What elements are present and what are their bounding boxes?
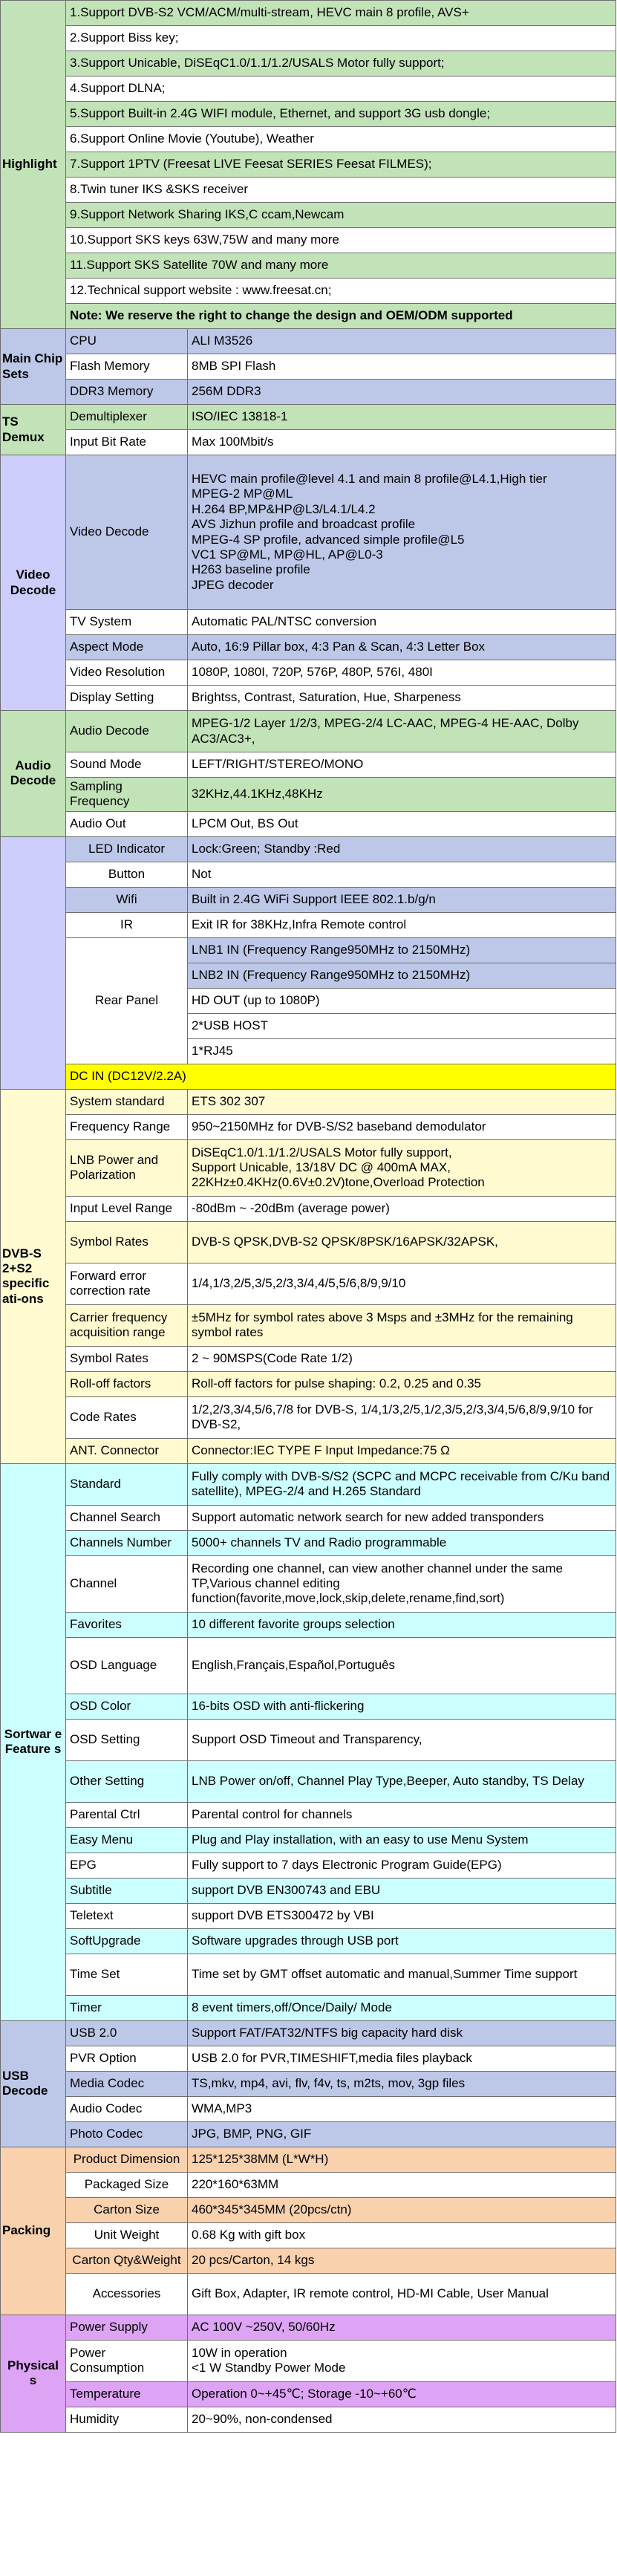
spec-row bbox=[1, 77, 616, 102]
spec-label: OSD Setting bbox=[66, 1719, 188, 1760]
spec-value: 1080P, 1080I, 720P, 576P, 480P, 576I, 480I bbox=[188, 660, 616, 686]
spec-row bbox=[1, 2121, 616, 2147]
highlight-item: Note: We reserve the right to change the design and OEM/ODM supported bbox=[66, 304, 616, 329]
spec-label: Media Codec bbox=[66, 2071, 188, 2096]
spec-row bbox=[1, 2273, 616, 2315]
spec-row bbox=[1, 2340, 616, 2381]
section-heading: Highlight bbox=[1, 1, 66, 329]
highlight-item: 6.Support Online Movie (Youtube), Weather bbox=[66, 127, 616, 152]
spec-label: Standard bbox=[66, 1463, 188, 1505]
spec-row bbox=[1, 380, 616, 405]
spec-row bbox=[1, 912, 616, 937]
spec-label: LNB Power and Polarization bbox=[66, 1139, 188, 1196]
spec-label: Channel bbox=[66, 1555, 188, 1612]
spec-label: Code Rates bbox=[66, 1396, 188, 1438]
spec-value: Not bbox=[188, 862, 616, 887]
spec-label: Symbol Rates bbox=[66, 1221, 188, 1263]
spec-row bbox=[1, 253, 616, 279]
spec-row bbox=[1, 51, 616, 77]
spec-value: Support automatic network search for new added transponders bbox=[188, 1505, 616, 1530]
highlight-item: 10.Support SKS keys 63W,75W and many more bbox=[66, 228, 616, 253]
spec-label: PVR Option bbox=[66, 2046, 188, 2071]
spec-row bbox=[1, 1903, 616, 1928]
spec-row bbox=[1, 887, 616, 912]
spec-row bbox=[1, 836, 616, 862]
spec-label: Timer bbox=[66, 1995, 188, 2020]
spec-label: LED Indicator bbox=[66, 836, 188, 862]
spec-row bbox=[1, 2381, 616, 2407]
spec-value: 125*125*38MM (L*W*H) bbox=[188, 2147, 616, 2172]
spec-label: Product Dimension bbox=[66, 2147, 188, 2172]
spec-label: Input Level Range bbox=[66, 1196, 188, 1221]
spec-label: Wifi bbox=[66, 887, 188, 912]
section-heading: Video Decode bbox=[1, 455, 66, 711]
spec-value: English,Français,Español,Português bbox=[188, 1637, 616, 1694]
spec-value: 2*USB HOST bbox=[188, 1013, 616, 1038]
spec-value: -80dBm ~ -20dBm (average power) bbox=[188, 1196, 616, 1221]
spec-row bbox=[1, 354, 616, 380]
spec-sheet-body bbox=[1, 1, 616, 2433]
spec-row bbox=[1, 1853, 616, 1878]
spec-value: Auto, 16:9 Pillar box, 4:3 Pan & Scan, 4:3 Letter Box bbox=[188, 635, 616, 660]
spec-label: CPU bbox=[66, 329, 188, 354]
spec-label: EPG bbox=[66, 1853, 188, 1878]
spec-value: 460*345*345MM (20pcs/ctn) bbox=[188, 2197, 616, 2222]
spec-value: Max 100Mbit/s bbox=[188, 430, 616, 455]
spec-row bbox=[1, 203, 616, 228]
highlight-item: 9.Support Network Sharing IKS,C ccam,Newcam bbox=[66, 203, 616, 228]
spec-label: DDR3 Memory bbox=[66, 380, 188, 405]
spec-value: Automatic PAL/NTSC conversion bbox=[188, 610, 616, 635]
spec-row bbox=[1, 711, 616, 752]
spec-row bbox=[1, 811, 616, 836]
spec-value: Software upgrades through USB port bbox=[188, 1928, 616, 1954]
spec-row bbox=[1, 152, 616, 178]
spec-row bbox=[1, 279, 616, 304]
spec-label: Audio Codec bbox=[66, 2096, 188, 2121]
spec-value: Recording one channel, can view another channel under the same TP,Various channel editing function(favorite,move,lock,skip,delete,rename,find,sort) bbox=[188, 1555, 616, 1612]
spec-value: Support OSD Timeout and Transparency, bbox=[188, 1719, 616, 1760]
spec-label: Symbol Rates bbox=[66, 1346, 188, 1371]
spec-row bbox=[1, 635, 616, 660]
spec-row bbox=[1, 1064, 616, 1089]
highlight-item: 1.Support DVB-S2 VCM/ACM/multi-stream, HEVC main 8 profile, AVS+ bbox=[66, 1, 616, 26]
spec-row bbox=[1, 1954, 616, 1995]
spec-value: LNB2 IN (Frequency Range950MHz to 2150MHz) bbox=[188, 963, 616, 988]
spec-value: DiSEqC1.0/1.1/1.2/USALS Motor fully support, Support Unicable, 13/18V DC @ 400mA MAX, 22KHz±0.4KHz(0.6V±0.2V)tone,Overload Protection bbox=[188, 1139, 616, 1196]
spec-label: Power Consumption bbox=[66, 2340, 188, 2381]
spec-label: Teletext bbox=[66, 1903, 188, 1928]
spec-row bbox=[1, 1396, 616, 1438]
spec-row bbox=[1, 937, 616, 963]
spec-value: Roll-off factors for pulse shaping: 0.2, 0.25 and 0.35 bbox=[188, 1371, 616, 1396]
spec-label: Parental Ctrl bbox=[66, 1802, 188, 1827]
highlight-item: 5.Support Built-in 2.4G WIFI module, Ethernet, and support 3G usb dongle; bbox=[66, 102, 616, 127]
spec-row bbox=[1, 1346, 616, 1371]
spec-label: System standard bbox=[66, 1089, 188, 1114]
spec-value: Brightss, Contrast, Saturation, Hue, Sharpeness bbox=[188, 686, 616, 711]
spec-row bbox=[1, 752, 616, 778]
section-heading: Main Chip Sets bbox=[1, 329, 66, 405]
spec-label: Carton Qty&Weight bbox=[66, 2248, 188, 2273]
spec-row bbox=[1, 1263, 616, 1304]
spec-row bbox=[1, 1555, 616, 1612]
spec-row bbox=[1, 1505, 616, 1530]
spec-value: ±5MHz for symbol rates above 3 Msps and ±3MHz for the remaining symbol rates bbox=[188, 1304, 616, 1346]
spec-label: Time Set bbox=[66, 1954, 188, 1995]
spec-row bbox=[1, 455, 616, 610]
spec-label: Channels Number bbox=[66, 1530, 188, 1555]
spec-value: 256M DDR3 bbox=[188, 380, 616, 405]
spec-row bbox=[1, 778, 616, 812]
spec-value: AC 100V ~250V, 50/60Hz bbox=[188, 2315, 616, 2340]
spec-row bbox=[1, 430, 616, 455]
spec-value: ISO/IEC 13818-1 bbox=[188, 405, 616, 430]
spec-row bbox=[1, 1221, 616, 1263]
spec-label: Humidity bbox=[66, 2407, 188, 2432]
spec-label: Sampling Frequency bbox=[66, 778, 188, 812]
spec-row bbox=[1, 1139, 616, 1196]
spec-label: Button bbox=[66, 862, 188, 887]
spec-row bbox=[1, 26, 616, 51]
spec-value: Lock:Green; Standby :Red bbox=[188, 836, 616, 862]
spec-label: Flash Memory bbox=[66, 354, 188, 380]
spec-row bbox=[1, 1928, 616, 1954]
spec-row bbox=[1, 1089, 616, 1114]
spec-value: Fully comply with DVB-S/S2 (SCPC and MCPC receivable from C/Ku band satellite), MPEG-2/4 and H.265 Standard bbox=[188, 1463, 616, 1505]
spec-label: Carrier frequency acquisition range bbox=[66, 1304, 188, 1346]
spec-value: TS,mkv, mp4, avi, flv, f4v, ts, m2ts, mov, 3gp files bbox=[188, 2071, 616, 2096]
highlight-item: 3.Support Unicable, DiSEqC1.0/1.1/1.2/USALS Motor fully support; bbox=[66, 51, 616, 77]
spec-label: Video Decode bbox=[66, 455, 188, 610]
spec-value: USB 2.0 for PVR,TIMESHIFT,media files playback bbox=[188, 2046, 616, 2071]
spec-row bbox=[1, 1637, 616, 1694]
spec-row bbox=[1, 2315, 616, 2340]
spec-row bbox=[1, 2197, 616, 2222]
spec-label: Subtitle bbox=[66, 1878, 188, 1903]
spec-value: HEVC main profile@level 4.1 and main 8 profile@L4.1,High tier MPEG-2 MP@ML H.264 BP,MP&HP@L3/L4.1/L4.2 AVS Jizhun profile and broadcast profile MPEG-4 SP profile, advanced simple profile@L5 VC1 SP@ML, MP@HL, AP@L0-3 H263 baseline profile JPEG decoder bbox=[188, 455, 616, 610]
spec-value: support DVB ETS300472 by VBI bbox=[188, 1903, 616, 1928]
spec-row bbox=[1, 1694, 616, 1719]
spec-label: Temperature bbox=[66, 2381, 188, 2407]
spec-label: Unit Weight bbox=[66, 2222, 188, 2248]
spec-value: 2 ~ 90MSPS(Code Rate 1/2) bbox=[188, 1346, 616, 1371]
spec-value: 16-bits OSD with anti-flickering bbox=[188, 1694, 616, 1719]
spec-row bbox=[1, 304, 616, 329]
spec-row bbox=[1, 660, 616, 686]
spec-row bbox=[1, 1995, 616, 2020]
spec-row bbox=[1, 1, 616, 26]
spec-row bbox=[1, 2407, 616, 2432]
spec-label: OSD Language bbox=[66, 1637, 188, 1694]
spec-value: 5000+ channels TV and Radio programmable bbox=[188, 1530, 616, 1555]
spec-label: Sound Mode bbox=[66, 752, 188, 778]
spec-label: SoftUpgrade bbox=[66, 1928, 188, 1954]
spec-value: Fully support to 7 days Electronic Program Guide(EPG) bbox=[188, 1853, 616, 1878]
spec-value: Parental control for channels bbox=[188, 1802, 616, 1827]
spec-label: Forward error correction rate bbox=[66, 1263, 188, 1304]
section-heading: USB Decode bbox=[1, 2020, 66, 2147]
highlight-item: 11.Support SKS Satellite 70W and many more bbox=[66, 253, 616, 279]
spec-value: LPCM Out, BS Out bbox=[188, 811, 616, 836]
section-heading: TS Demux bbox=[1, 405, 66, 455]
highlight-item: 12.Technical support website : www.freesat.cn; bbox=[66, 279, 616, 304]
spec-value: support DVB EN300743 and EBU bbox=[188, 1878, 616, 1903]
spec-value: 10W in operation <1 W Standby Power Mode bbox=[188, 2340, 616, 2381]
spec-value: Support FAT/FAT32/NTFS big capacity hard disk bbox=[188, 2020, 616, 2046]
section-heading: Sortwar e Feature s bbox=[1, 1463, 66, 2020]
section-heading: Physical s bbox=[1, 2315, 66, 2432]
spec-value: Built in 2.4G WiFi Support IEEE 802.1.b/g/n bbox=[188, 887, 616, 912]
spec-row bbox=[1, 1827, 616, 1853]
highlight-item: 2.Support Biss key; bbox=[66, 26, 616, 51]
spec-row bbox=[1, 2147, 616, 2172]
section-heading: Audio Decode bbox=[1, 711, 66, 837]
spec-value: Plug and Play installation, with an easy to use Menu System bbox=[188, 1827, 616, 1853]
spec-row bbox=[1, 1304, 616, 1346]
spec-row bbox=[1, 329, 616, 354]
spec-value: 20 pcs/Carton, 14 kgs bbox=[188, 2248, 616, 2273]
spec-row bbox=[1, 1114, 616, 1139]
spec-value: JPG, BMP, PNG, GIF bbox=[188, 2121, 616, 2147]
spec-value: 8 event timers,off/Once/Daily/ Mode bbox=[188, 1995, 616, 2020]
spec-row bbox=[1, 1371, 616, 1396]
spec-value: ETS 302 307 bbox=[188, 1089, 616, 1114]
spec-row bbox=[1, 1438, 616, 1463]
spec-value: Operation 0~+45℃; Storage -10~+60℃ bbox=[188, 2381, 616, 2407]
spec-row bbox=[1, 178, 616, 203]
spec-row bbox=[1, 1196, 616, 1221]
spec-value: 10 different favorite groups selection bbox=[188, 1612, 616, 1637]
spec-label: Photo Codec bbox=[66, 2121, 188, 2147]
spec-row bbox=[1, 862, 616, 887]
spec-value: LEFT/RIGHT/STEREO/MONO bbox=[188, 752, 616, 778]
spec-value: Gift Box, Adapter, IR remote control, HD-MI Cable, User Manual bbox=[188, 2273, 616, 2315]
spec-value: 1/2,2/3,3/4,5/6,7/8 for DVB-S, 1/4,1/3,2/5,1/2,3/5,2/3,3/4,5/6,8/9,9/10 for DVB-S2, bbox=[188, 1396, 616, 1438]
spec-row bbox=[1, 1760, 616, 1802]
spec-row bbox=[1, 102, 616, 127]
spec-label: ANT. Connector bbox=[66, 1438, 188, 1463]
spec-row bbox=[1, 1719, 616, 1760]
spec-row bbox=[1, 1612, 616, 1637]
spec-row bbox=[1, 2071, 616, 2096]
spec-label: IR bbox=[66, 912, 188, 937]
spec-value: Time set by GMT offset automatic and manual,Summer Time support bbox=[188, 1954, 616, 1995]
spec-value: Exit IR for 38KHz,Infra Remote control bbox=[188, 912, 616, 937]
spec-value: ALI M3526 bbox=[188, 329, 616, 354]
spec-label: Demultiplexer bbox=[66, 405, 188, 430]
spec-value: 0.68 Kg with gift box bbox=[188, 2222, 616, 2248]
spec-value: Connector:IEC TYPE F Input Impedance:75 Ω bbox=[188, 1438, 616, 1463]
spec-value: 220*160*63MM bbox=[188, 2172, 616, 2197]
spec-row bbox=[1, 2096, 616, 2121]
spec-row bbox=[1, 2248, 616, 2273]
section-heading bbox=[1, 836, 66, 1089]
spec-label: Frequency Range bbox=[66, 1114, 188, 1139]
spec-row bbox=[1, 1802, 616, 1827]
spec-label: Display Setting bbox=[66, 686, 188, 711]
spec-label: Other Setting bbox=[66, 1760, 188, 1802]
spec-label: Packaged Size bbox=[66, 2172, 188, 2197]
spec-value: 20~90%, non-condensed bbox=[188, 2407, 616, 2432]
spec-label: Channel Search bbox=[66, 1505, 188, 1530]
spec-value: WMA,MP3 bbox=[188, 2096, 616, 2121]
spec-value: 950~2150MHz for DVB-S/S2 baseband demodulator bbox=[188, 1114, 616, 1139]
spec-label: USB 2.0 bbox=[66, 2020, 188, 2046]
highlight-item: 7.Support 1PTV (Freesat LIVE Feesat SERIES Feesat FILMES); bbox=[66, 152, 616, 178]
spec-row bbox=[1, 2046, 616, 2071]
spec-row bbox=[1, 610, 616, 635]
spec-value: LNB Power on/off, Channel Play Type,Beeper, Auto standby, TS Delay bbox=[188, 1760, 616, 1802]
spec-label: TV System bbox=[66, 610, 188, 635]
spec-value: 1*RJ45 bbox=[188, 1038, 616, 1064]
spec-label: Audio Out bbox=[66, 811, 188, 836]
spec-label: Aspect Mode bbox=[66, 635, 188, 660]
spec-label: Video Resolution bbox=[66, 660, 188, 686]
spec-label: Easy Menu bbox=[66, 1827, 188, 1853]
spec-row bbox=[1, 405, 616, 430]
spec-row bbox=[1, 2172, 616, 2197]
spec-label: Favorites bbox=[66, 1612, 188, 1637]
spec-value: LNB1 IN (Frequency Range950MHz to 2150MHz) bbox=[188, 937, 616, 963]
spec-label: OSD Color bbox=[66, 1694, 188, 1719]
spec-label: Power Supply bbox=[66, 2315, 188, 2340]
spec-row bbox=[1, 1463, 616, 1505]
section-heading: DVB-S 2+S2 specific ati-ons bbox=[1, 1089, 66, 1463]
section-heading: Packing bbox=[1, 2147, 66, 2315]
spec-label: Roll-off factors bbox=[66, 1371, 188, 1396]
spec-value: DVB-S QPSK,DVB-S2 QPSK/8PSK/16APSK/32APSK, bbox=[188, 1221, 616, 1263]
highlight-item: DC IN (DC12V/2.2A) bbox=[66, 1064, 616, 1089]
spec-value: 1/4,1/3,2/5,3/5,2/3,3/4,4/5,5/6,8/9,9/10 bbox=[188, 1263, 616, 1304]
spec-label: Input Bit Rate bbox=[66, 430, 188, 455]
highlight-item: 4.Support DLNA; bbox=[66, 77, 616, 102]
spec-value: MPEG-1/2 Layer 1/2/3, MPEG-2/4 LC-AAC, MPEG-4 HE-AAC, Dolby AC3/AC3+, bbox=[188, 711, 616, 752]
spec-value: 32KHz,44.1KHz,48KHz bbox=[188, 778, 616, 812]
spec-value: HD OUT (up to 1080P) bbox=[188, 988, 616, 1013]
spec-label: Audio Decode bbox=[66, 711, 188, 752]
spec-label: Carton Size bbox=[66, 2197, 188, 2222]
spec-row bbox=[1, 2222, 616, 2248]
spec-row bbox=[1, 686, 616, 711]
spec-row bbox=[1, 1530, 616, 1555]
spec-row bbox=[1, 2020, 616, 2046]
highlight-item: 8.Twin tuner IKS &SKS receiver bbox=[66, 178, 616, 203]
spec-row bbox=[1, 127, 616, 152]
spec-label: Accessories bbox=[66, 2273, 188, 2315]
spec-row bbox=[1, 228, 616, 253]
spec-row bbox=[1, 1878, 616, 1903]
spec-label: Rear Panel bbox=[66, 937, 188, 1064]
spec-value: 8MB SPI Flash bbox=[188, 354, 616, 380]
